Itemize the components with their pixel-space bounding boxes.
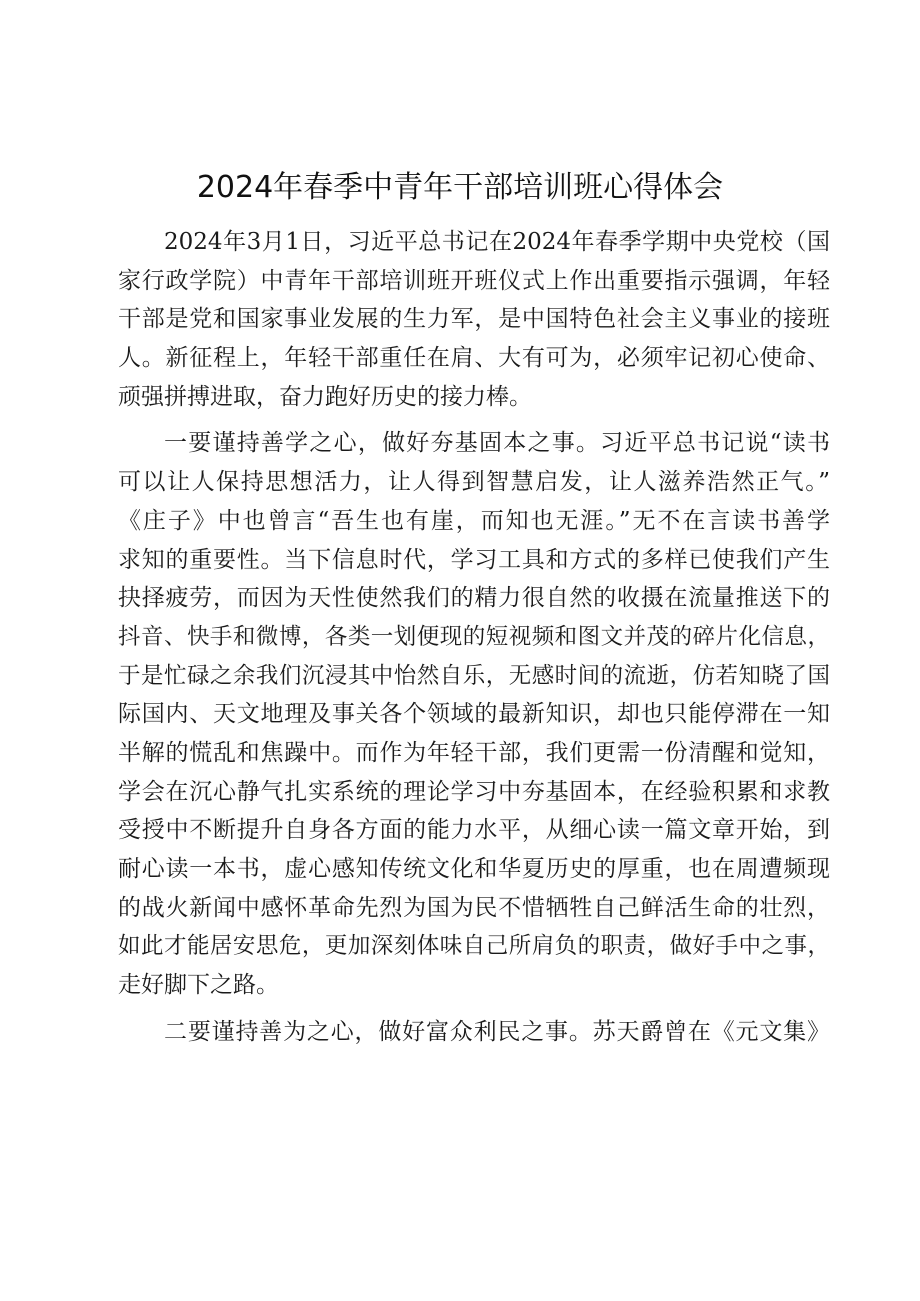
text-line: 人。新征程上，年轻干部重任在肩、大有可为，必须牢记初心使命、 xyxy=(118,345,830,372)
text-line: 《庄子》中也曾言“吾生也有崖，而知也无涯。”无不在言读书善学 xyxy=(118,507,830,534)
text-line: 家行政学院）中青年干部培训班开班仪式上作出重要指示强调，年轻 xyxy=(118,267,830,294)
text-line: 顽强拼搏进取，奋力跑好历史的接力棒。 xyxy=(118,383,532,410)
text-line: 干部是党和国家事业发展的生力军，是中国特色社会主义事业的接班 xyxy=(118,306,830,333)
text-line: 求知的重要性。当下信息时代，学习工具和方式的多样已使我们产生 xyxy=(118,546,830,573)
text-line: 的战火新闻中感怀革命先烈为国为民不惜牺牲自己鲜活生命的壮烈， xyxy=(118,894,830,921)
text-line: 二要谨持善为之心，做好富众利民之事。苏天爵曾在《元文集》 xyxy=(164,1018,830,1045)
text-line: 抉择疲劳，而因为天性使然我们的精力很自然的收摄在流量推送下的 xyxy=(118,585,830,612)
text-line: 如此才能居安思危，更加深刻体味自己所肩负的职责，做好手中之事， xyxy=(118,933,830,960)
text-line: 际国内、天文地理及事关各个领域的最新知识，却也只能停滞在一知 xyxy=(118,701,830,728)
paragraph-2 xyxy=(118,424,830,1004)
document-body xyxy=(118,223,830,1051)
text-line: 抖音、快手和微博，各类一划便现的短视频和图文并茂的碎片化信息， xyxy=(118,623,830,650)
text-line: 可以让人保持思想活力，让人得到智慧启发，让人滋养浩然正气。” xyxy=(118,469,830,496)
paragraph-1 xyxy=(118,223,830,416)
text-line: 半解的慌乱和焦躁中。而作为年轻干部，我们更需一份清醒和觉知， xyxy=(118,739,830,766)
text-line: 学会在沉心静气扎实系统的理论学习中夯基固本，在经验积累和求教 xyxy=(118,778,830,805)
text-line: 走好脚下之路。 xyxy=(118,972,279,999)
paragraph-3 xyxy=(118,1013,830,1052)
text-line: 耐心读一本书，虚心感知传统文化和华夏历史的厚重，也在周遭频现 xyxy=(118,856,830,882)
text-line: 一要谨持善学之心，做好夯基固本之事。习近平总书记说“读书 xyxy=(164,430,830,457)
text-line: 于是忙碌之余我们沉浸其中怡然自乐，无感时间的流逝，仿若知晓了国 xyxy=(118,662,830,689)
text-line: 受授中不断提升自身各方面的能力水平，从细心读一篇文章开始，到 xyxy=(118,817,830,844)
document-title: 2024年春季中青年干部培训班心得体会 xyxy=(196,170,724,205)
text-line: 2024年3月1日，习近平总书记在2024年春季学期中央党校（国 xyxy=(164,229,830,255)
